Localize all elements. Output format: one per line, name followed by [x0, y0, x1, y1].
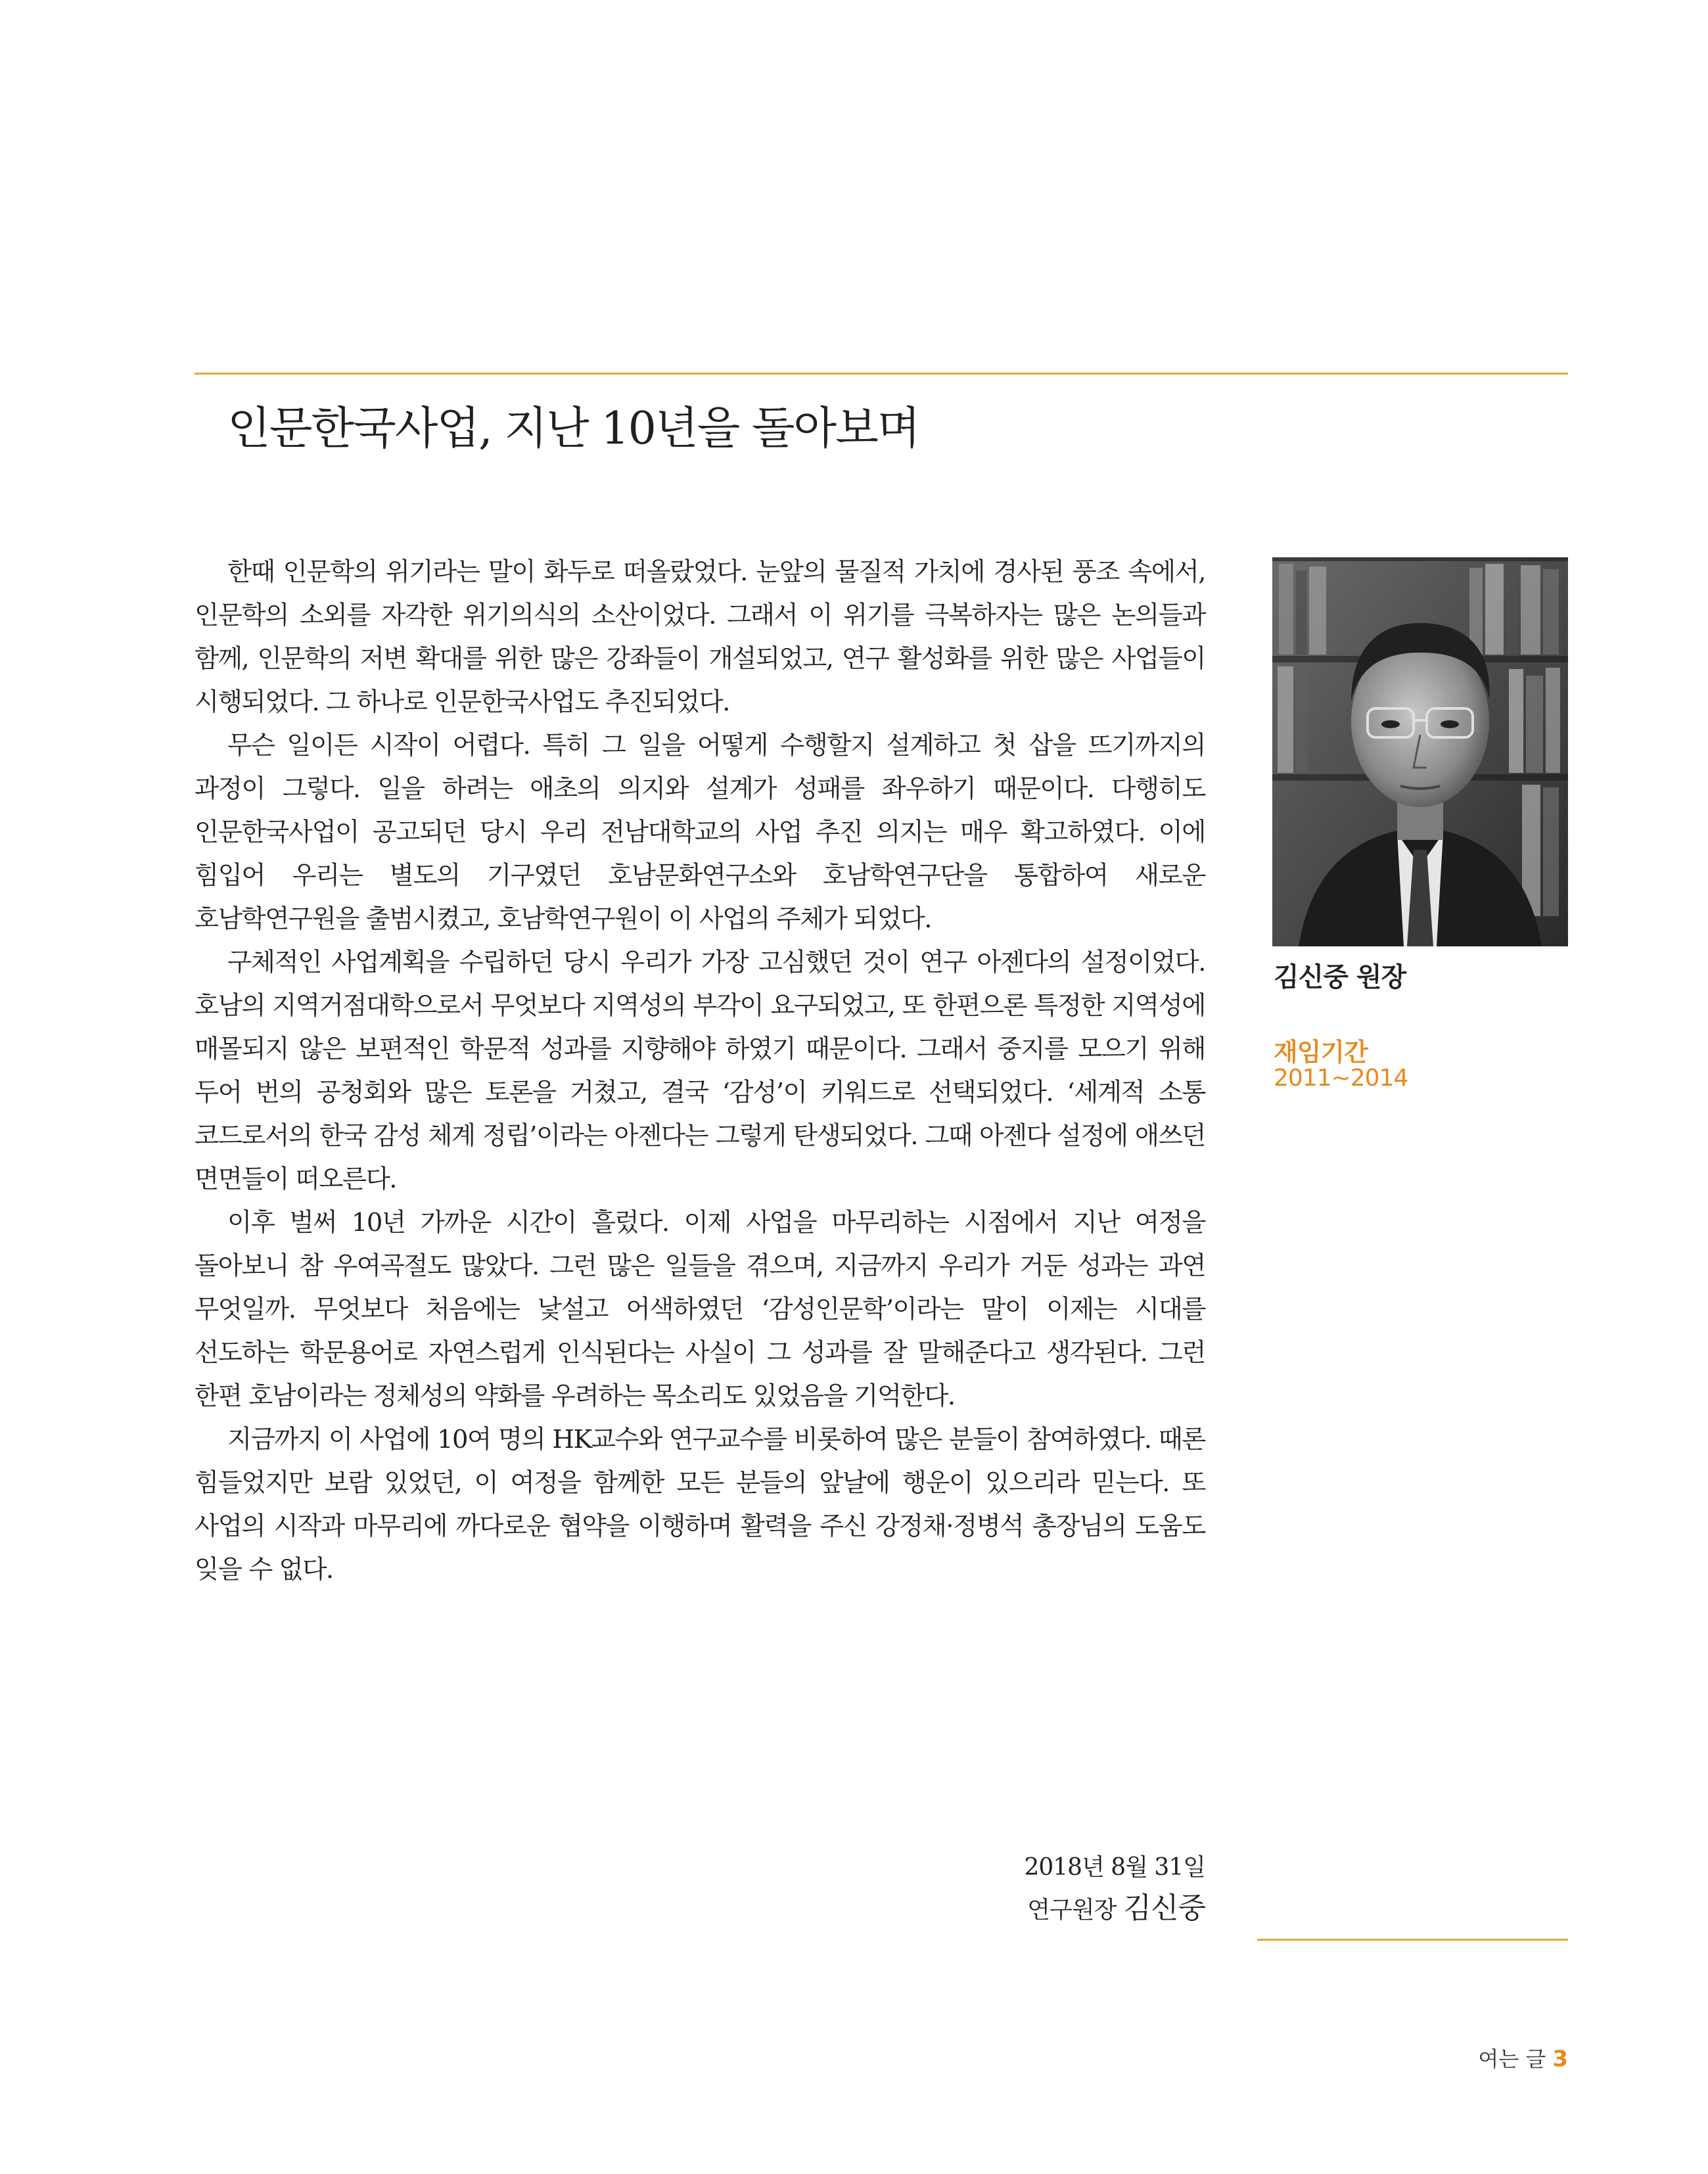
page-title: 인문한국사업, 지난 10년을 돌아보며	[227, 403, 919, 455]
paragraph-3: 구체적인 사업계획을 수립하던 당시 우리가 가장 고심했던 것이 연구 아젠다의 설정이었다. 호남의 지역거점대학으로서 무엇보다 지역성의 부각이 요구되었고, 또 한편으론 특정한 지역성에 매몰되지 않은 보편적인 학문적 성과를 지향해야 하였기 때문이다. 그래서 중지를 모으기 위해 두어 번의 공청회와 많은 토론을 거쳤고, 결국 ‘감성’이 키워드로 선택되었다. ‘세계적 소통 코드로서의 한국 감성 체계 정립’이라는 아젠다는 그렇게 탄생되었다. 그때 아젠다 설정에 애쓰던 면면들이 떠오른다.	[195, 948, 1205, 1194]
top-divider	[195, 373, 1568, 375]
portrait-caption: 김신중 원장	[1274, 962, 1406, 992]
portrait-photo	[1272, 557, 1568, 946]
term-label: 재임기간	[1274, 1038, 1368, 1067]
article-body	[195, 551, 1205, 1592]
paragraph-4: 이후 벌써 10년 가까운 시간이 흘렀다. 이제 사업을 마무리하는 시점에서 지난 여정을 돌아보니 참 우여곡절도 많았다. 그런 많은 일들을 겪으며, 지금까지 우리가 거둔 성과는 과연 무엇일까. 무엇보다 처음에는 낯설고 어색하였던 ‘감성인문학’이라는 말이 이제는 시대를 선도하는 학문용어로 자연스럽게 인식된다는 사실이 그 성과를 잘 말해준다고 생각된다. 그런 한편 호남이라는 정체성의 약화를 우려하는 목소리도 있었음을 기억한다.	[195, 1208, 1205, 1411]
signature-date: 2018년 8월 31일	[1024, 1854, 1205, 1881]
paragraph-1: 한때 인문학의 위기라는 말이 화두로 떠올랐었다. 눈앞의 물질적 가치에 경사된 풍조 속에서, 인문학의 소외를 자각한 위기의식의 소산이었다. 그래서 이 위기를 극복하자는 많은 논의들과 함께, 인문학의 저변 확대를 위한 많은 강좌들이 개설되었고, 연구 활성화를 위한 많은 사업들이 시행되었다. 그 하나로 인문한국사업도 추진되었다.	[195, 557, 1205, 717]
footer-section: 여는 글	[1478, 2047, 1546, 2071]
bottom-divider	[1257, 1939, 1568, 1941]
signature-line	[1024, 1887, 1205, 1932]
page-footer	[1478, 2043, 1568, 2073]
page-number: 3	[1552, 2046, 1568, 2072]
paragraph-5: 지금까지 이 사업에 10여 명의 HK교수와 연구교수를 비롯하여 많은 분들이 참여하였다. 때론 힘들었지만 보람 있었던, 이 여정을 함께한 모든 분들의 앞날에 행운이 있으리라 믿는다. 또 사업의 시작과 마무리에 까다로운 협약을 이행하며 활력을 주신 강정채·정병석 총장님의 도움도 잊을 수 없다.	[195, 1425, 1205, 1584]
signature-name: 김신중	[1123, 1891, 1205, 1925]
paragraph-2: 무슨 일이든 시작이 어렵다. 특히 그 일을 어떻게 수행할지 설계하고 첫 삽을 뜨기까지의 과정이 그렇다. 일을 하려는 애초의 의지와 설계가 성패를 좌우하기 때문이다. 다행히도 인문한국사업이 공고되던 당시 우리 전남대학교의 사업 추진 의지는 매우 확고하였다. 이에 힘입어 우리는 별도의 기구였던 호남문화연구소와 호남학연구단을 통합하여 새로운 호남학연구원을 출범시켰고, 호남학연구원이 이 사업의 주체가 되었다.	[195, 731, 1205, 934]
term-years: 2011~2014	[1274, 1065, 1408, 1092]
signature-title: 연구원장	[1027, 1897, 1117, 1924]
signature-block	[1024, 1849, 1205, 1932]
